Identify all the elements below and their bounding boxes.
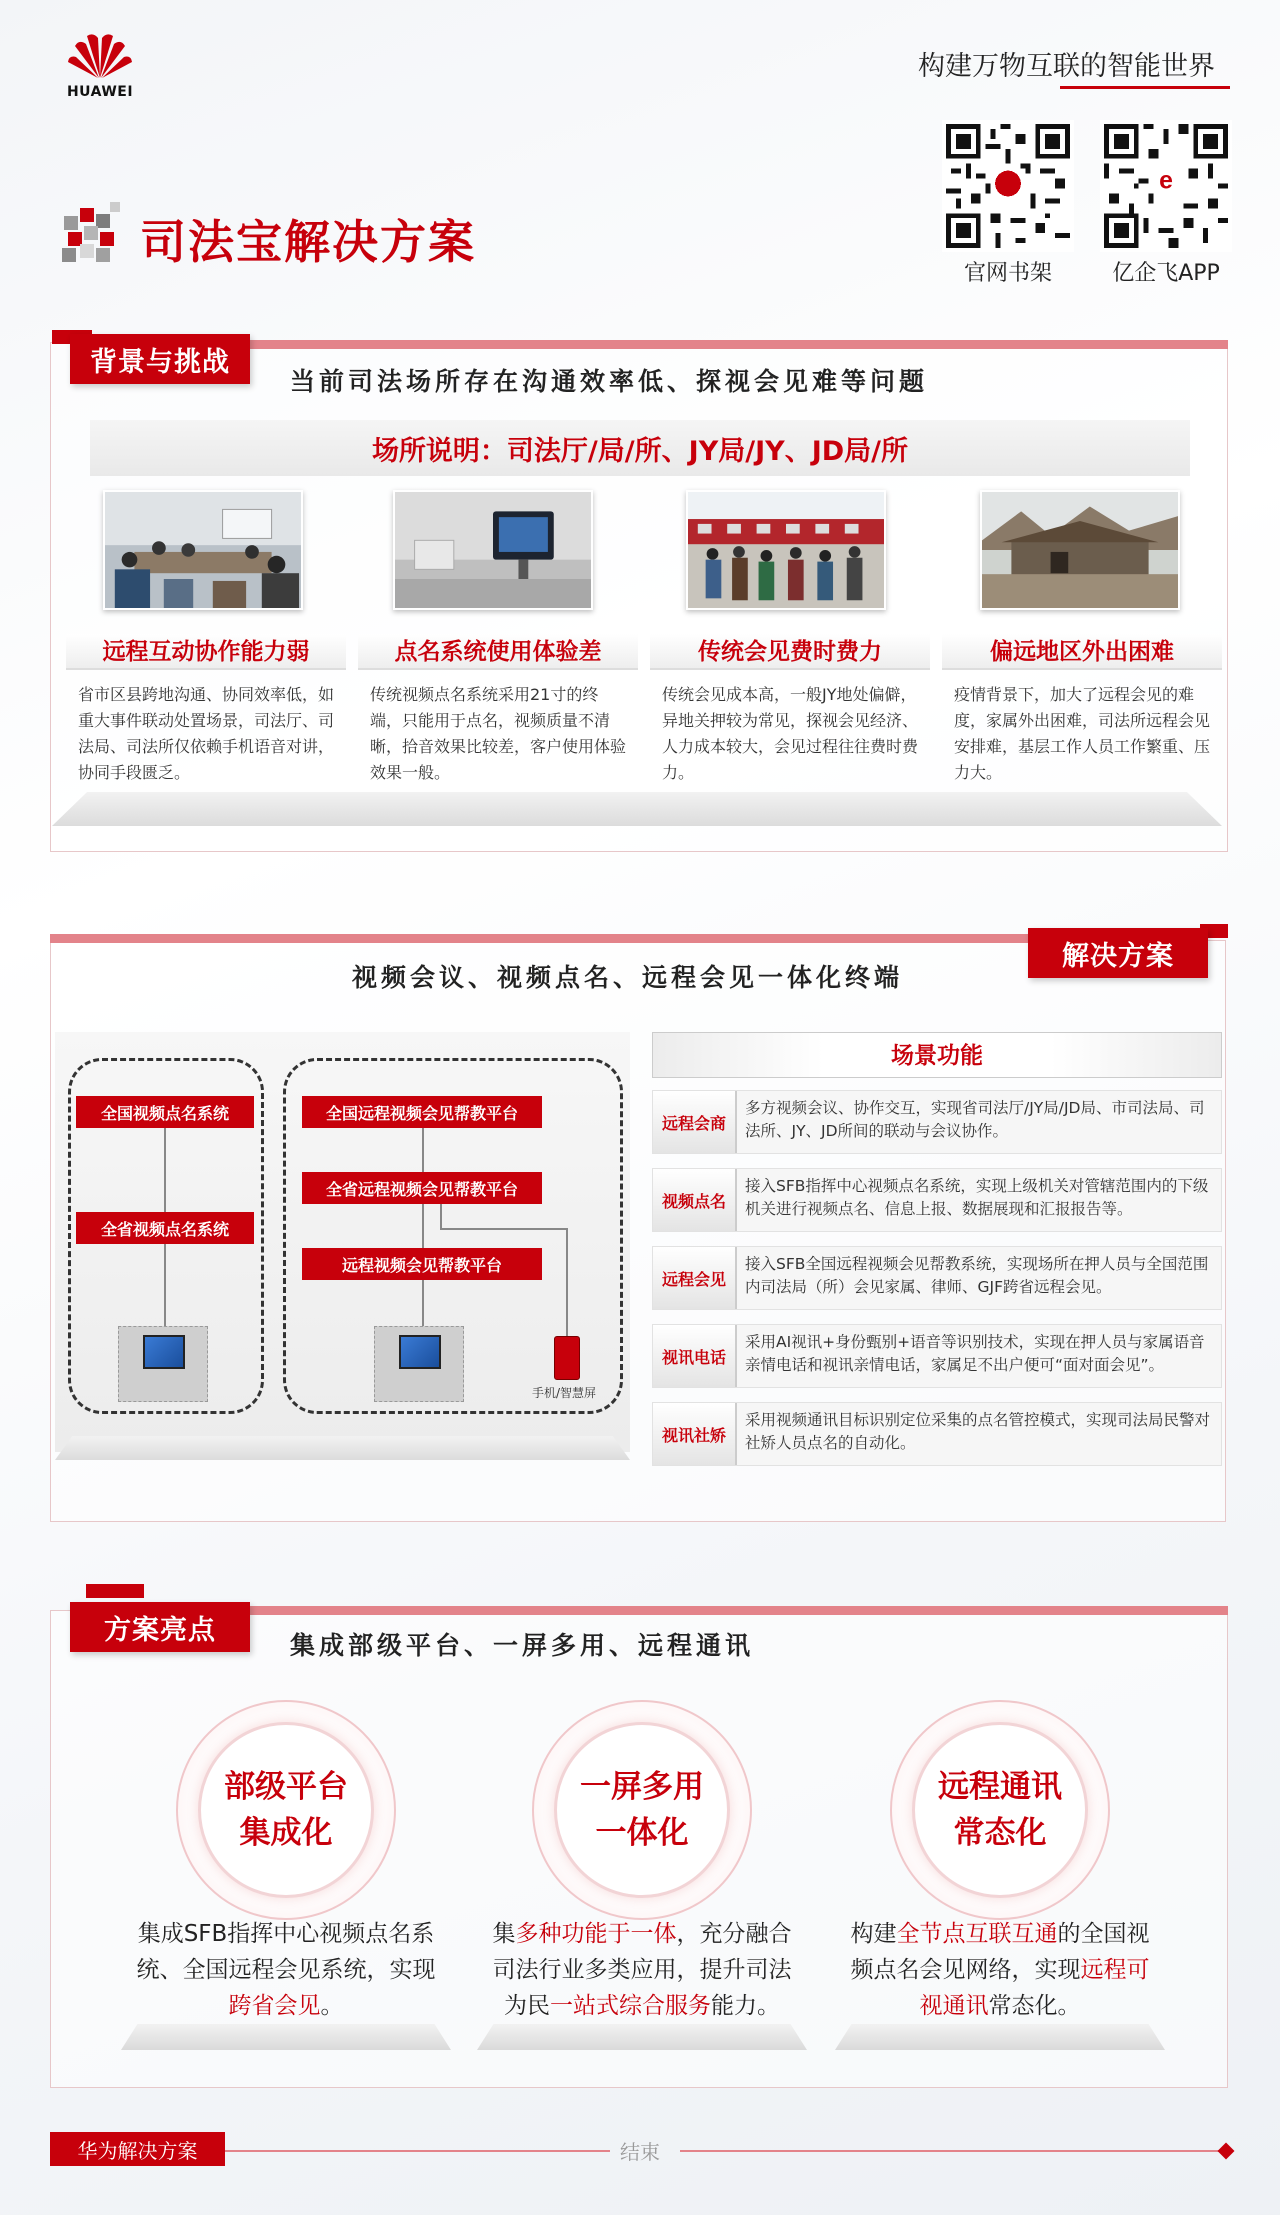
provincial-rollcall-box: 全省视频点名系统	[76, 1212, 254, 1244]
connector-line	[566, 1228, 568, 1336]
highlight-title: 一屏多用	[580, 1769, 704, 1805]
highlight-subtitle: 一体化	[595, 1815, 689, 1851]
card-title: 远程互动协作能力弱	[66, 634, 346, 670]
smart-screen-terminal-icon	[118, 1326, 208, 1402]
national-rollcall-box: 全国视频点名系统	[76, 1096, 254, 1128]
phone-label: 手机/智慧屏	[532, 1386, 597, 1400]
national-visit-platform-box: 全国远程视频会见帮教平台	[302, 1096, 542, 1128]
visit-platform-box: 远程视频会见帮教平台	[302, 1248, 542, 1280]
highlight-description-2: 集多种功能于一体，充分融合司法行业多类应用，提升司法为民一站式综合服务能力。	[492, 1921, 792, 2019]
visitors-queue-photo	[686, 490, 886, 610]
qr-code-icon	[946, 124, 1070, 248]
footer-brand-tag: 华为解决方案	[50, 2132, 225, 2166]
function-row-video-rollcall	[652, 1168, 1222, 1232]
section-heading-background: 当前司法场所存在沟通效率低、探视会见难等问题	[290, 367, 929, 396]
highlight-platform	[121, 2024, 451, 2050]
highlight-circle-3	[890, 1700, 1110, 1920]
highlight-platform	[835, 2024, 1165, 2050]
huawei-flower-icon	[65, 30, 135, 80]
connector-line	[422, 1204, 424, 1248]
connector-line	[164, 1128, 166, 1212]
page-title: 司法宝解决方案	[140, 215, 476, 269]
logo-text: HUAWEI	[66, 84, 134, 100]
qr-label-app: 亿企飞APP	[1112, 261, 1220, 286]
card-text: 传统会见成本高，一般JY地处偏僻，异地关押较为常见，探视会见经济、人力成本较大，会见过程往往费时费力。	[662, 685, 919, 782]
card-title: 点名系统使用体验差	[358, 634, 638, 670]
huawei-logo	[60, 30, 140, 100]
function-label: 远程会见	[653, 1247, 737, 1309]
connector-line	[440, 1228, 568, 1230]
svg-text:e: e	[1159, 167, 1173, 195]
function-row-video-phone	[652, 1324, 1222, 1388]
highlight-description-1: 集成SFB指挥中心视频点名系统、全国远程会见系统，实现跨省会见。	[136, 1921, 436, 2019]
slogan: 构建万物互联的智能世界	[918, 51, 1215, 82]
highlight-title: 部级平台	[224, 1769, 348, 1805]
function-text: 接入SFB指挥中心视频点名系统，实现上级机关对管辖范围内的下级机关进行视频点名、信息上报、数据展现和汇报报告等。	[745, 1177, 1209, 1218]
highlight-platform	[477, 2024, 807, 2050]
function-row-community-correction	[652, 1402, 1222, 1466]
solution-cube-icon	[58, 198, 126, 266]
slogan-underline	[1060, 86, 1230, 89]
challenge-card-3	[650, 634, 930, 786]
function-text: 采用视频通讯目标识别定位采集的点名管控模式，实现司法局民警对社矫人员点名的自动化。	[745, 1411, 1211, 1452]
section-divider	[100, 1606, 1228, 1615]
challenge-card-4	[942, 634, 1222, 786]
footer-line	[680, 2150, 1220, 2152]
function-text: 多方视频会议、协作交互，实现省司法厅/JY局/JD局、市司法局、司法所、JY、JD所间的联动与会议协作。	[745, 1099, 1205, 1140]
diagram-platform	[55, 1436, 630, 1460]
highlight-circle-1	[176, 1700, 396, 1920]
video-terminal-photo	[393, 490, 593, 610]
highlight-subtitle: 集成化	[239, 1815, 333, 1851]
section-heading-solution: 视频会议、视频点名、远程会见一体化终端	[352, 963, 904, 992]
function-row-remote-consult	[652, 1090, 1222, 1154]
card-title: 偏远地区外出困难	[942, 634, 1222, 670]
function-text: 接入SFB全国远程视频会见帮教系统，实现场所在押人员与全国范围内司法局（所）会见家属、律师、GJF跨省远程会见。	[745, 1255, 1209, 1296]
tag-notch	[86, 1584, 144, 1598]
remote-village-photo	[980, 490, 1180, 610]
provincial-visit-platform-box: 全省远程视频会见帮教平台	[302, 1172, 542, 1204]
card-text: 疫情背景下，加大了远程会见的难度，家属外出困难，司法所远程会见安排难，基层工作人员工作繁重、压力大。	[954, 685, 1211, 782]
connector-line	[422, 1128, 424, 1172]
section-tag-highlights: 方案亮点	[70, 1602, 250, 1652]
meeting-room-photo	[103, 490, 303, 610]
highlight-subtitle: 常态化	[953, 1815, 1047, 1851]
qr-label-website: 官网书架	[963, 261, 1052, 286]
section-tag-background: 背景与挑战	[70, 334, 250, 384]
footer-end-text: 结束	[620, 2140, 660, 2164]
connector-line	[440, 1204, 442, 1230]
function-label: 视讯社矫	[653, 1403, 737, 1465]
section-tag-solution: 解决方案	[1028, 928, 1208, 978]
places-banner: 场所说明：司法厅/局/所、JY局/JY、JD局/所	[90, 420, 1190, 476]
card-text: 传统视频点名系统采用21寸的终端，只能用于点名，视频质量不清晰，拾音效果比较差，客户使用体验效果一般。	[370, 685, 627, 782]
connector-line	[422, 1280, 424, 1326]
function-label: 视讯电话	[653, 1325, 737, 1387]
challenge-card-1	[66, 634, 346, 786]
qr-code-website[interactable]	[942, 120, 1074, 252]
section-divider	[100, 340, 1228, 349]
qr-code-app[interactable]	[1100, 120, 1232, 252]
function-label: 视频点名	[653, 1169, 737, 1231]
card-text: 省市区县跨地沟通、协同效率低，如重大事件联动处置场景，司法厅、司法局、司法所仅依赖手机语音对讲，协同手段匮乏。	[78, 685, 335, 782]
section-heading-highlights: 集成部级平台、一屏多用、远程通讯	[290, 1631, 755, 1660]
section-divider	[50, 934, 1050, 943]
card-title: 传统会见费时费力	[650, 634, 930, 670]
highlight-circle-2	[532, 1700, 752, 1920]
function-label: 远程会商	[653, 1091, 737, 1153]
highlight-title: 远程通讯	[938, 1769, 1062, 1805]
mobile-phone-icon	[554, 1336, 580, 1380]
function-row-remote-visit	[652, 1246, 1222, 1310]
functions-title: 场景功能	[652, 1032, 1222, 1078]
challenge-card-2	[358, 634, 638, 786]
cards-platform	[52, 792, 1222, 826]
connector-line	[164, 1244, 166, 1326]
footer-line	[225, 2150, 610, 2152]
function-text: 采用AI视讯+身份甄别+语音等识别技术，实现在押人员与家属语音亲情电话和视讯亲情电话，家属足不出户便可“面对面会见”。	[745, 1333, 1205, 1374]
qr-code-icon	[1104, 124, 1228, 248]
smart-screen-terminal-icon	[374, 1326, 464, 1402]
highlight-description-3: 构建全节点互联互通的全国视频点名会见网络，实现远程可视通讯常态化。	[850, 1921, 1150, 2019]
footer-diamond-icon	[1218, 2143, 1235, 2160]
